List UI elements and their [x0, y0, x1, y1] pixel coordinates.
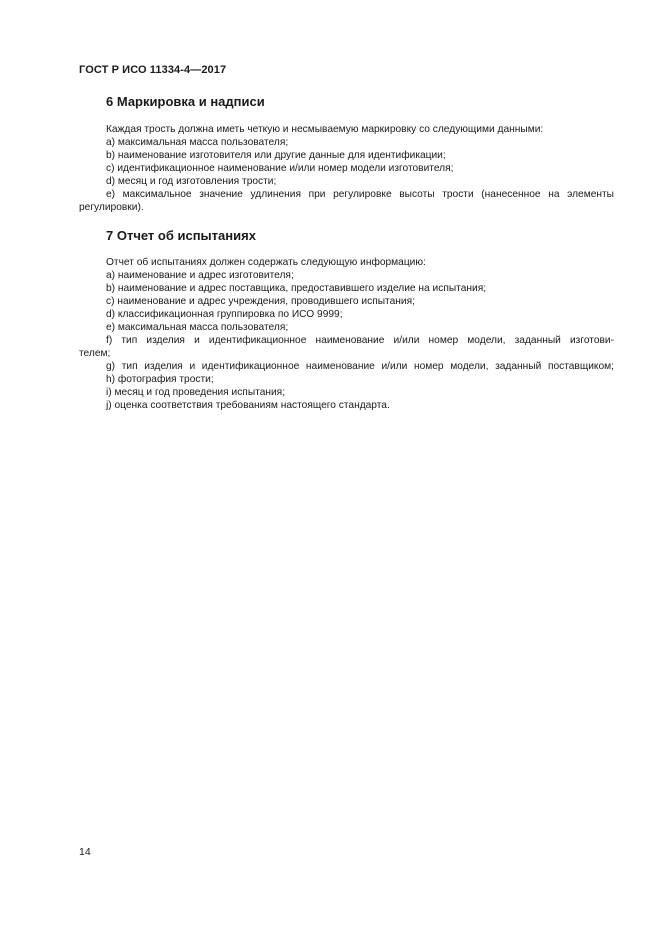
list-item: d) классификационная группировка по ИСО 9999;	[106, 309, 343, 320]
section-6-body	[79, 123, 614, 214]
list-item-continuation: телем;	[79, 348, 111, 359]
list-item: с) наименование и адрес учреждения, проводившего испытания;	[106, 296, 415, 307]
list-item: f) тип изделия и идентификационное наименование и/или номер модели, заданный изготови-	[106, 335, 614, 346]
document-header: ГОСТ Р ИСО 11334-4—2017	[79, 64, 227, 76]
list-item: b) наименование изготовителя или другие данные для идентификации;	[106, 150, 446, 161]
section-6-title: 6 Маркировка и надписи	[106, 94, 265, 109]
section-7-body	[79, 256, 614, 412]
list-item: е) максимальное значение удлинения при регулировке высоты трости (нанесенное на элементы	[106, 189, 614, 200]
list-item: h) фотография трости;	[106, 374, 214, 385]
list-item-continuation: регулировки).	[79, 202, 144, 213]
section-7-intro: Отчет об испытаниях должен содержать следующую информацию:	[106, 257, 426, 268]
list-item: с) идентификационное наименование и/или номер модели изготовителя;	[106, 163, 454, 174]
list-item: d) месяц и год изготовления трости;	[106, 176, 277, 187]
section-6-intro: Каждая трость должна иметь четкую и несмываемую маркировку со следующими данными:	[106, 124, 544, 135]
list-item: i) месяц и год проведения испытания;	[106, 387, 286, 398]
list-item: j) оценка соответствия требованиям настоящего стандарта.	[106, 400, 390, 411]
list-item: е) максимальная масса пользователя;	[106, 322, 289, 333]
section-7-title: 7 Отчет об испытаниях	[106, 228, 256, 243]
list-item: g) тип изделия и идентификационное наименование и/или номер модели, заданный поставщиком;	[106, 361, 614, 372]
page-number: 14	[79, 846, 91, 858]
list-item: а) максимальная масса пользователя;	[106, 137, 289, 148]
list-item: а) наименование и адрес изготовителя;	[106, 270, 294, 281]
list-item: b) наименование и адрес поставщика, предоставившего изделие на испытания;	[106, 283, 487, 294]
